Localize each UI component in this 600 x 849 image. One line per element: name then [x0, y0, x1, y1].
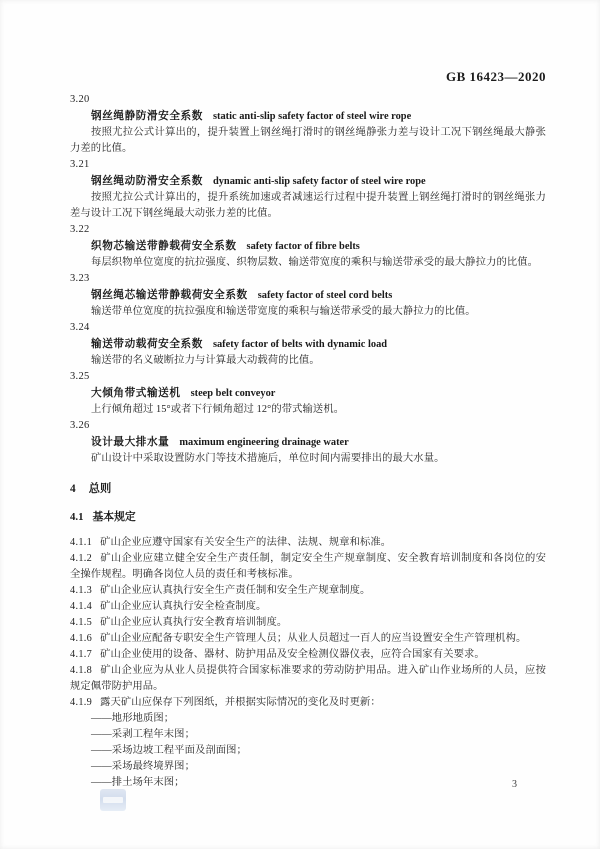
- section-title: 基本规定: [92, 511, 136, 523]
- clause: [70, 535, 546, 551]
- clause-number: 4.1.4: [70, 601, 93, 612]
- term-definition: 每层织物单位宽度的抗拉强度、织物层数、输送带宽度的乘积与输送带承受的最大静拉力的比值。: [91, 257, 539, 268]
- term-entry: [70, 157, 546, 222]
- page-content: [70, 92, 546, 791]
- term-definition: 输送带单位宽度的抗拉强度和输送带宽度的乘积与输送带承受的最大静拉力的比值。: [91, 306, 476, 317]
- term-title: [70, 173, 546, 190]
- clause-text: 矿山企业使用的设备、器材、防护用品及安全检测仪器仪表，应符合国家有关要求。: [100, 649, 485, 660]
- clause-number: 4.1.1: [70, 537, 93, 548]
- clause-number: 4.1.9: [70, 697, 93, 708]
- clause-text: 矿山企业应认真执行安全生产责任制和安全生产规章制度。: [100, 585, 371, 596]
- chapter-number: 4: [70, 483, 76, 495]
- clause: [70, 647, 546, 663]
- term-number: 3.23: [70, 273, 90, 284]
- clause: [70, 551, 546, 583]
- clause: [70, 663, 546, 695]
- drawing-list: [70, 711, 546, 791]
- drawing-list-item: ——地形地质图；: [91, 713, 175, 724]
- term-entry: [70, 369, 546, 418]
- chapter-title: 总则: [88, 483, 112, 495]
- clause-number: 4.1.8: [70, 665, 93, 676]
- term-entry: [70, 271, 546, 320]
- term-title: [70, 108, 546, 125]
- clause-text: 矿山企业应建立健全安全生产责任制，制定安全生产规章制度、安全教育培训制度和各岗位的安全操作规程。明确各岗位人员的责任和考核标准。: [70, 553, 546, 580]
- term-title-en: static anti-slip safety factor of steel wire rope: [212, 111, 412, 122]
- clause: [70, 583, 546, 599]
- term-entry: [70, 418, 546, 467]
- section-number: 4.1: [70, 511, 84, 523]
- term-title-zh: 钢丝绳动防滑安全系数: [91, 175, 203, 187]
- clause-text: 矿山企业应认真执行安全教育培训制度。: [100, 617, 288, 628]
- term-number: 3.20: [70, 94, 90, 105]
- clauses-section: [70, 535, 546, 711]
- term-entry: [70, 92, 546, 157]
- clause-number: 4.1.6: [70, 633, 93, 644]
- term-title-en: steep belt conveyor: [190, 388, 276, 399]
- term-title: [70, 434, 546, 451]
- term-title-en: dynamic anti-slip safety factor of steel wire rope: [212, 176, 426, 187]
- clause-text: 矿山企业应认真执行安全检查制度。: [100, 601, 267, 612]
- drawing-list-item: ——排土场年末图；: [91, 777, 185, 788]
- terms-section: [70, 92, 546, 467]
- watermark-logo: [100, 789, 126, 811]
- clause-text: 矿山企业应配备专职安全生产管理人员；从业人员超过一百人的应当设置安全生产管理机构。: [100, 633, 527, 644]
- term-title-zh: 钢丝绳芯输送带静载荷安全系数: [91, 289, 248, 301]
- page-number: 3: [512, 779, 517, 790]
- term-number: 3.22: [70, 224, 90, 235]
- clause-number: 4.1.5: [70, 617, 93, 628]
- clause: [70, 599, 546, 615]
- term-title: [70, 336, 546, 353]
- term-title: [70, 238, 546, 255]
- term-title: [70, 287, 546, 304]
- term-definition: 按照尤拉公式计算出的，提升系统加速或者减速运行过程中提升装置上钢丝绳打滑时的钢丝绳张力差与设计工况下钢丝绳最大动张力差的比值。: [70, 192, 546, 219]
- term-title-en: safety factor of steel cord belts: [257, 290, 393, 301]
- term-number: 3.21: [70, 159, 90, 170]
- clause-number: 4.1.2: [70, 553, 93, 564]
- clause-number: 4.1.3: [70, 585, 93, 596]
- term-title-en: maximum engineering drainage water: [179, 437, 349, 448]
- term-entry: [70, 320, 546, 369]
- drawing-list-item: ——采剥工程年末图；: [91, 729, 195, 740]
- clause-text: 露天矿山应保存下列图纸，并根据实际情况的变化及时更新：: [100, 697, 381, 708]
- drawing-list-item: ——采场最终境界图；: [91, 761, 195, 772]
- term-entry: [70, 222, 546, 271]
- clause-text: 矿山企业应为从业人员提供符合国家标准要求的劳动防护用品。进入矿山作业场所的人员，应按规定佩带防护用品。: [70, 665, 546, 692]
- term-number: 3.25: [70, 371, 90, 382]
- term-title-zh: 输送带动载荷安全系数: [91, 338, 203, 350]
- term-title-en: safety factor of fibre belts: [246, 241, 360, 252]
- term-title-zh: 织物芯输送带静载荷安全系数: [91, 240, 237, 252]
- clause-text: 矿山企业应遵守国家有关安全生产的法律、法规、规章和标准。: [100, 537, 392, 548]
- term-number: 3.24: [70, 322, 90, 333]
- term-title-zh: 设计最大排水量: [91, 436, 170, 448]
- term-title-zh: 大倾角带式输送机: [91, 387, 181, 399]
- term-definition: 按照尤拉公式计算出的，提升装置上钢丝绳打滑时的钢丝绳静张力差与设计工况下钢丝绳最大静张力差的比值。: [70, 127, 546, 154]
- term-title-zh: 钢丝绳静防滑安全系数: [91, 110, 203, 122]
- chapter-heading: [70, 481, 546, 497]
- term-definition: 矿山设计中采取设置防水门等技术措施后，单位时间内需要排出的最大水量。: [91, 453, 445, 464]
- term-number: 3.26: [70, 420, 90, 431]
- term-title-en: safety factor of belts with dynamic load: [212, 339, 388, 350]
- term-definition: 输送带的名义破断拉力与计算最大动载荷的比值。: [91, 355, 320, 366]
- standard-code-header: GB 16423—2020: [445, 69, 546, 84]
- clause-number: 4.1.7: [70, 649, 93, 660]
- clause: [70, 615, 546, 631]
- drawing-list-item: ——采场边坡工程平面及剖面图；: [91, 745, 247, 756]
- clause: [70, 631, 546, 647]
- term-title: [70, 385, 546, 402]
- section-heading: [70, 509, 546, 525]
- term-definition: 上行倾角超过 15°或者下行倾角超过 12°的带式输送机。: [91, 404, 345, 415]
- clause: [70, 695, 546, 711]
